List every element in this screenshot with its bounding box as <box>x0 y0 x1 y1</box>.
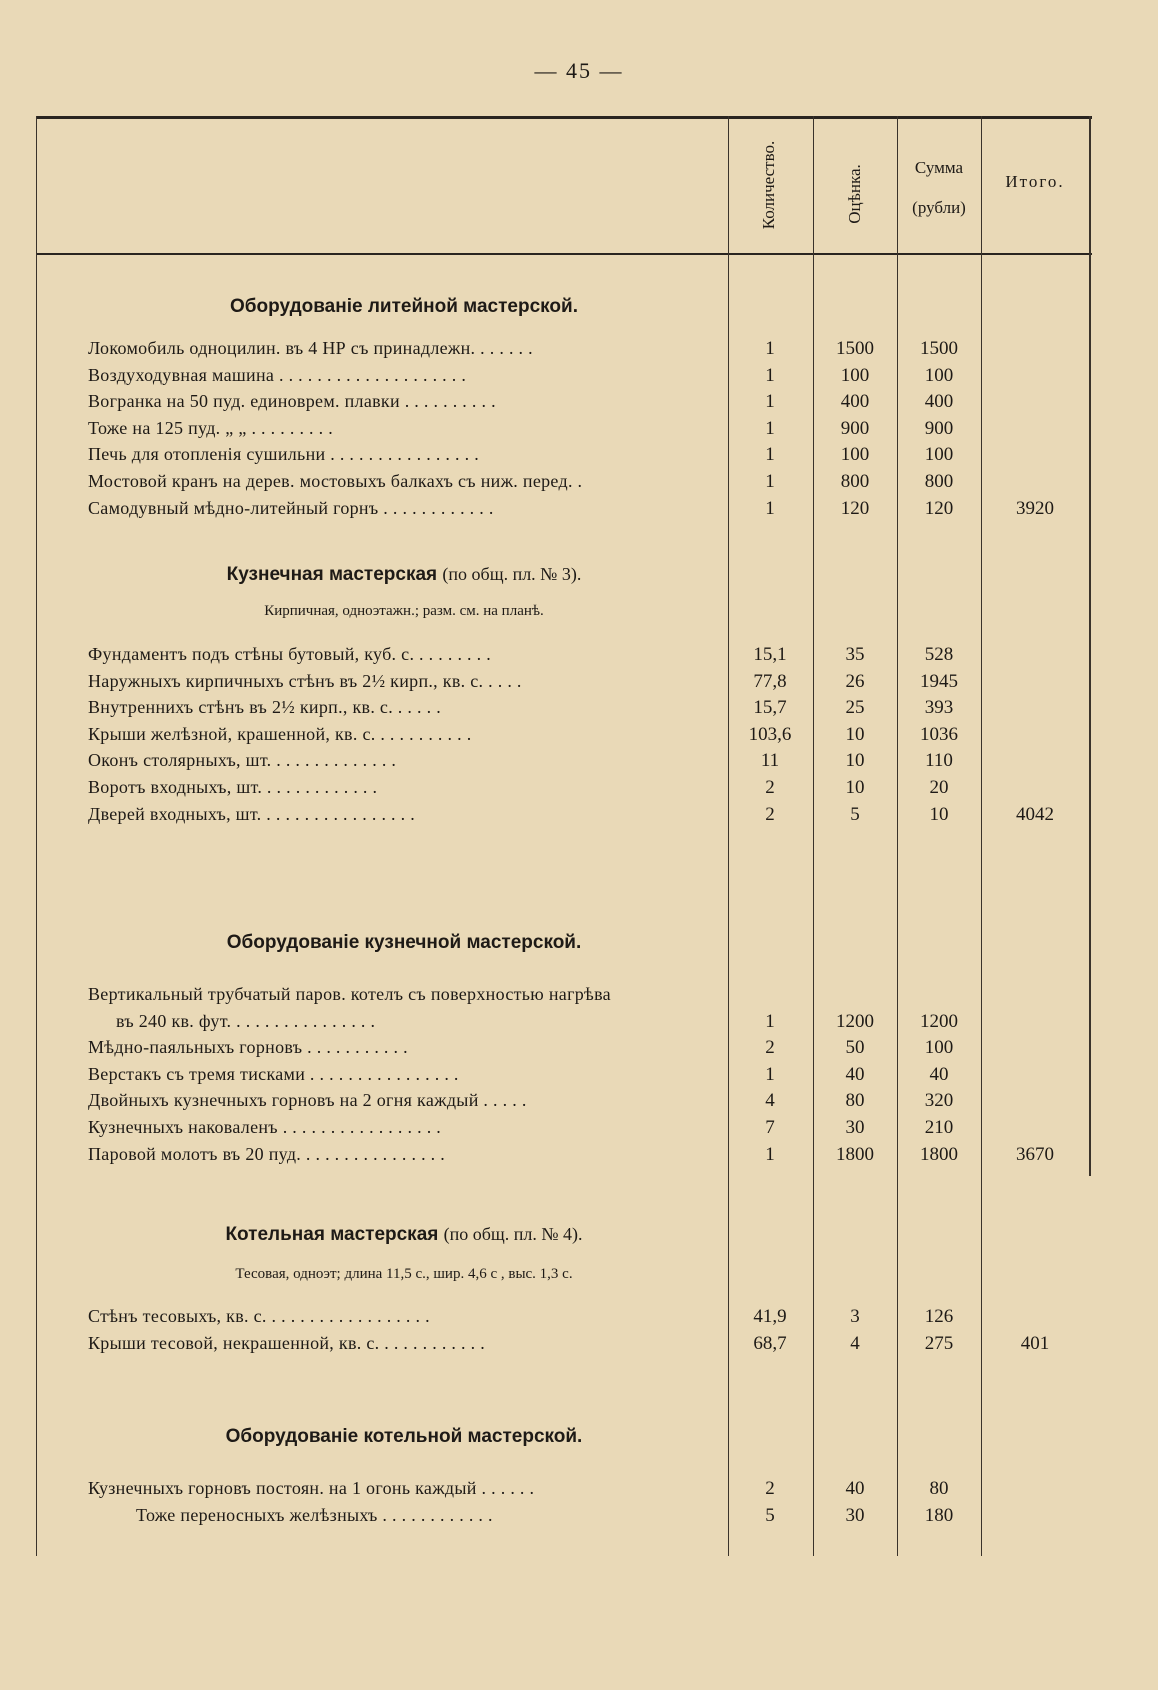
item-quantity: 2 <box>765 777 775 798</box>
header-sum: Сумма (рубли) <box>912 158 966 217</box>
item-estimate: 1800 <box>836 1143 874 1165</box>
item-description: Тоже переносныхъ желѣзныхъ . . . . . . . . . . . . <box>136 1504 493 1525</box>
item-estimate: 100 <box>840 444 870 466</box>
item-description: Двойныхъ кузнечныхъ горновъ на 2 огня каждый . . . . . <box>88 1090 527 1111</box>
table-row <box>36 1478 1092 1504</box>
item-sum: 1200 <box>920 1010 958 1032</box>
item-estimate: 100 <box>840 364 870 386</box>
section-title-plan-ref: (по общ. пл. № 3). <box>442 564 582 584</box>
item-quantity: 41,9 <box>753 1306 787 1327</box>
item-description: Верстакъ съ тремя тисками . . . . . . . . . . . . . . . . <box>88 1063 459 1084</box>
item-quantity: 68,7 <box>753 1332 787 1354</box>
item-description: Вертикальный трубчатый паров. котелъ съ поверхностью нагрѣва <box>88 984 611 1004</box>
item-sum: 1500 <box>920 338 958 359</box>
item-description: Мѣдно-паяльныхъ горновъ . . . . . . . . . . . <box>88 1037 408 1058</box>
item-description: Кузнечныхъ наковаленъ . . . . . . . . . . . . . . . . . <box>88 1117 442 1137</box>
section-title-text: Котельная мастерская <box>225 1224 439 1245</box>
section-subtitle: Тесовая, одноэт; длина 11,5 с., шир. 4,6 с , выс. 1,3 с. <box>235 1266 573 1282</box>
table-row <box>36 365 1092 391</box>
item-estimate: 4 <box>850 1332 860 1354</box>
table-row <box>36 338 1092 364</box>
item-quantity: 1 <box>765 1143 775 1165</box>
item-quantity: 7 <box>765 1117 775 1138</box>
estimate-table <box>36 116 1092 1556</box>
item-quantity: 77,8 <box>753 670 787 692</box>
item-quantity: 1 <box>765 497 775 519</box>
item-estimate: 120 <box>840 497 870 519</box>
item-description: Вогранка на 50 пуд. единоврем. плавки . . . . . . . . . . <box>88 391 496 412</box>
item-quantity: 5 <box>765 1504 775 1526</box>
item-sum: 110 <box>925 750 953 772</box>
item-description: Воротъ входныхъ, шт. . . . . . . . . . . . . <box>88 777 378 797</box>
table-row <box>36 391 1092 417</box>
item-total: 401 <box>1020 1332 1050 1354</box>
item-quantity: 1 <box>765 444 775 466</box>
item-description: Кузнечныхъ горновъ постоян. на 1 огонь каждый . . . . . . <box>88 1478 535 1498</box>
item-quantity: 1 <box>765 338 775 359</box>
section-title-text: Оборудованіе кузнечной мастерской. <box>226 932 582 953</box>
table-row <box>36 1144 1092 1170</box>
item-description: Дверей входныхъ, шт. . . . . . . . . . . . . . . . . <box>88 803 416 824</box>
item-estimate: 35 <box>845 644 865 665</box>
item-sum: 1036 <box>920 723 958 745</box>
section-subtitle: Кирпичная, одноэтажн.; разм. см. на планѣ. <box>264 603 544 619</box>
table-row <box>36 498 1092 524</box>
item-total: 3670 <box>1016 1143 1054 1165</box>
item-description: Локомобиль одноцилин. въ 4 НР съ принадлежн. . . . . . . <box>88 338 533 358</box>
table-row <box>36 671 1092 697</box>
item-estimate: 26 <box>845 670 865 692</box>
item-estimate: 1200 <box>836 1010 874 1032</box>
item-description: Тоже на 125 пуд. „ „ . . . . . . . . . <box>88 417 334 438</box>
table-row <box>36 1505 1092 1531</box>
item-description: Внутреннихъ стѣнъ въ 2½ кирп., кв. с. . . . . . <box>88 697 442 718</box>
section-title-text: Оборудованіе литейной мастерской. <box>230 296 578 317</box>
item-quantity: 15,1 <box>753 644 787 665</box>
table-row <box>36 1306 1092 1332</box>
table-row <box>36 1011 1092 1037</box>
item-estimate: 10 <box>845 777 865 798</box>
table-row <box>36 724 1092 750</box>
item-estimate: 50 <box>845 1037 865 1059</box>
item-sum: 528 <box>924 644 954 665</box>
section-title-plan-ref: (по общ. пл. № 4). <box>443 1224 583 1244</box>
item-description: Печь для отопленія сушильни . . . . . . . . . . . . . . . . <box>88 444 480 465</box>
item-sum: 100 <box>924 364 954 386</box>
table-row <box>36 777 1092 803</box>
table-row <box>36 697 1092 723</box>
item-sum: 800 <box>924 471 954 492</box>
item-estimate: 30 <box>845 1504 865 1526</box>
table-row <box>36 644 1092 670</box>
item-sum: 275 <box>924 1332 954 1354</box>
item-total: 3920 <box>1016 497 1054 519</box>
table-row <box>36 418 1092 444</box>
section-title <box>88 296 720 318</box>
item-estimate: 400 <box>840 391 870 413</box>
item-total: 4042 <box>1016 803 1054 825</box>
item-sum: 80 <box>929 1478 949 1499</box>
item-description: Фундаментъ подъ стѣны бутовый, куб. с. . . . . . . . . <box>88 644 492 664</box>
item-sum: 400 <box>924 391 954 413</box>
item-sum: 100 <box>924 1037 954 1059</box>
header-bottom-rule <box>36 253 1092 255</box>
section-title-text: Оборудованіе котельной мастерской. <box>225 1426 583 1447</box>
table-row <box>36 1333 1092 1359</box>
table-row <box>36 444 1092 470</box>
header-quantity: Количество. <box>759 140 778 230</box>
item-estimate: 5 <box>850 803 860 825</box>
table-row <box>36 471 1092 497</box>
section-title <box>88 932 720 954</box>
item-description: Крыши тесовой, некрашенной, кв. с. . . . . . . . . . . . <box>88 1332 486 1353</box>
item-quantity: 1 <box>765 364 775 386</box>
header-estimate: Оцѣнка. <box>845 164 864 224</box>
item-sum: 900 <box>924 417 954 439</box>
section-title <box>88 1426 720 1448</box>
item-description: Наружныхъ кирпичныхъ стѣнъ въ 2½ кирп., кв. с. . . . . <box>88 670 522 691</box>
table-row <box>36 804 1092 830</box>
item-quantity: 1 <box>765 417 775 439</box>
item-sum: 320 <box>924 1090 954 1112</box>
item-sum: 210 <box>924 1117 954 1138</box>
table-row <box>36 1064 1092 1090</box>
item-sum: 1800 <box>920 1143 958 1165</box>
item-sum: 393 <box>924 697 954 719</box>
item-description: Стѣнъ тесовыхъ, кв. с. . . . . . . . . . . . . . . . . . <box>88 1306 430 1326</box>
item-quantity: 1 <box>765 471 775 492</box>
item-sum: 180 <box>924 1504 954 1526</box>
item-description: Самодувный мѣдно-литейный горнъ . . . . . . . . . . . . <box>88 497 494 518</box>
item-estimate: 25 <box>845 697 865 719</box>
item-sum: 100 <box>924 444 954 466</box>
item-estimate: 40 <box>845 1478 865 1499</box>
item-sum: 10 <box>929 803 949 825</box>
item-estimate: 10 <box>845 723 865 745</box>
item-sum: 120 <box>924 497 954 519</box>
item-quantity: 2 <box>765 1478 775 1499</box>
item-estimate: 900 <box>840 417 870 439</box>
table-top-rule <box>36 116 1092 119</box>
page-number: — 45 — <box>534 58 624 83</box>
item-quantity: 1 <box>765 391 775 413</box>
item-description: Мостовой кранъ на дерев. мостовыхъ балкахъ съ ниж. перед. . <box>88 471 583 491</box>
header-total: Итого. <box>1005 172 1065 191</box>
item-quantity: 2 <box>765 803 775 825</box>
item-estimate: 30 <box>845 1117 865 1138</box>
item-description: Воздуходувная машина . . . . . . . . . . . . . . . . . . . . <box>88 364 467 385</box>
item-quantity: 103,6 <box>748 723 792 745</box>
section-title-text: Кузнечная мастерская <box>226 564 438 585</box>
item-description: Паровой молотъ въ 20 пуд. . . . . . . . . . . . . . . . <box>88 1143 446 1164</box>
item-sum: 20 <box>929 777 949 798</box>
item-estimate: 10 <box>845 750 865 772</box>
table-row <box>36 984 1092 1010</box>
item-description: Оконъ столярныхъ, шт. . . . . . . . . . . . . . <box>88 750 397 771</box>
table-row <box>36 1037 1092 1063</box>
table-row <box>36 1090 1092 1116</box>
table-row <box>36 750 1092 776</box>
item-description: въ 240 кв. фут. . . . . . . . . . . . . . . . <box>116 1010 376 1031</box>
item-quantity: 2 <box>765 1037 775 1059</box>
item-estimate: 800 <box>840 471 870 492</box>
item-quantity: 4 <box>765 1090 775 1112</box>
item-estimate: 3 <box>850 1306 860 1327</box>
item-quantity: 15,7 <box>753 697 787 719</box>
item-sum: 1945 <box>920 670 958 692</box>
item-quantity: 1 <box>765 1010 775 1032</box>
table-row <box>36 1117 1092 1143</box>
item-quantity: 1 <box>765 1063 775 1085</box>
item-sum: 126 <box>924 1306 954 1327</box>
section-title <box>88 1224 720 1246</box>
section-title <box>88 564 720 586</box>
item-sum: 40 <box>929 1063 949 1085</box>
item-description: Крыши желѣзной, крашенной, кв. с. . . . . . . . . . . <box>88 723 472 744</box>
item-quantity: 11 <box>760 750 780 772</box>
item-estimate: 80 <box>845 1090 865 1112</box>
item-estimate: 1500 <box>836 338 874 359</box>
item-estimate: 40 <box>845 1063 865 1085</box>
